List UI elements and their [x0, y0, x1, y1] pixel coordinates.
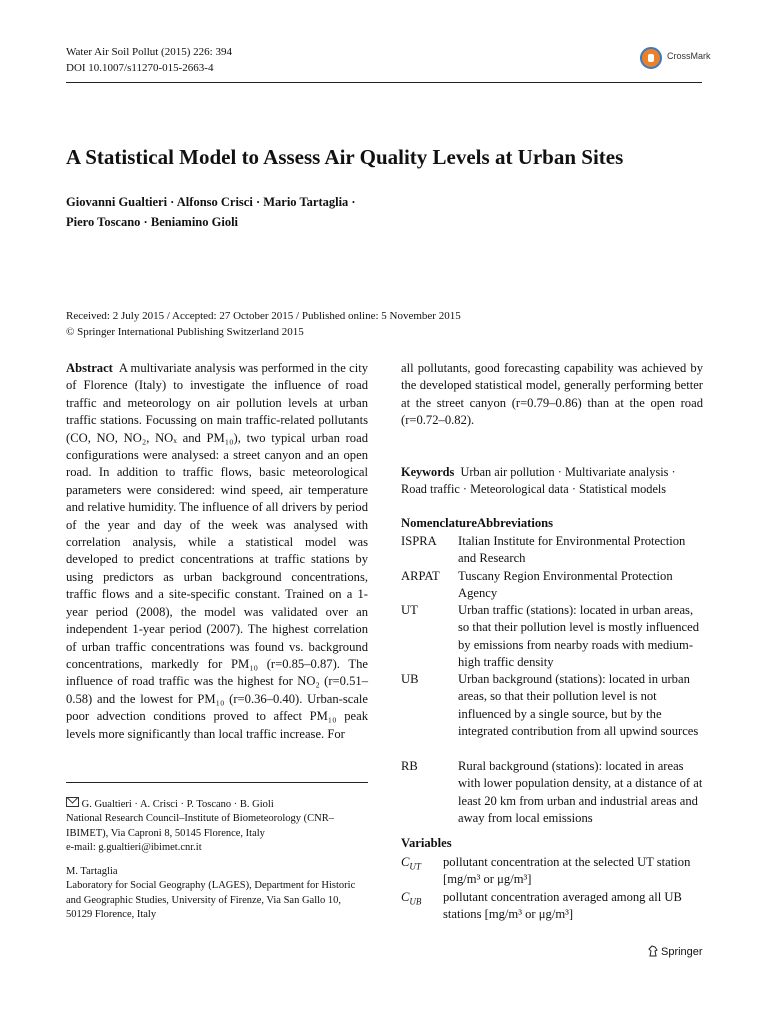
- variables-title: Variables: [401, 836, 452, 850]
- journal-citation: Water Air Soil Pollut (2015) 226: 394: [66, 46, 232, 58]
- affiliation-block-2: [66, 865, 368, 922]
- variable-term: [401, 889, 421, 911]
- authors-line-2: Piero Toscano · Beniamino Gioli: [66, 215, 239, 229]
- publication-dates: [66, 308, 461, 340]
- affiliation-institution-1: National Research Council–Institute of Biometeorology (CNR–IBIMET), Via Caproni 8, 50145 Florence, Italy: [66, 813, 334, 839]
- nomenclature-title: NomenclatureAbbreviations: [401, 516, 554, 530]
- springer-horse-icon: [648, 945, 658, 957]
- springer-label: Springer: [661, 946, 703, 958]
- header-divider: [66, 82, 702, 83]
- affiliation-email[interactable]: e-mail: g.gualtieri@ibimet.cnr.it: [66, 841, 202, 853]
- nomenclature-term: RB: [401, 759, 418, 773]
- variable-symbol: C: [401, 855, 410, 869]
- author-list: [66, 192, 356, 232]
- keywords-text: Urban air pollution · Multivariate analysis · Road traffic · Meteorological data · Statistical models: [401, 465, 676, 497]
- authors-line-1: Giovanni Gualtieri · Alfonso Crisci · Mario Tartaglia ·: [66, 195, 356, 209]
- variable-symbol: C: [401, 890, 410, 904]
- nomenclature-def: Urban traffic (stations): located in urban areas, so that their pollution level is mostly influenced by emissions from nearby roads with medium-high traffic density: [458, 603, 699, 670]
- doi[interactable]: DOI 10.1007/s11270-015-2663-4: [66, 62, 214, 74]
- nomenclature-def: Tuscany Region Environmental Protection Agency: [458, 569, 673, 601]
- keywords-label: Keywords: [401, 465, 455, 479]
- nomenclature-def: Rural background (stations): located in areas with lower population density, at a distance of at least 20 km from urban and industrial areas and away from local emissions: [458, 759, 703, 826]
- affiliation-institution-2: Laboratory for Social Geography (LAGES), Department for Historic and Geographic Studies, University of Firenze, Via San Gallo 10, 50129 Florence, Italy: [66, 880, 356, 920]
- abstract-text: A multivariate analysis was performed in the city of Florence (Italy) to investigate the influence of road traffic and meteorology on air pollution levels at urban traffic stations. Focussing on main traffic-related pollutants (CO, NO, NO₂, NOₓ and PM₁₀), two typical urban road configurations were analysed: a street canyon and an open road. In addition to traffic flows, basic meteorological parameters were considered: wind speed, air temperature and relative humidity. The influence of all drivers by period of the year and day of the week was analysed with correlation analysis, while a statistical model was developed to predict concentrations at traffic stations by using predictors as urban background concentrations, traffic flows and a site-specific constant. Trained on a 1-year period (2008), the model was validated over an independent 1-year period (2007). The highest correlation of urban traffic concentrations was found vs. background concentrations, markedly for PM₁₀ (r=0.85–0.87). The influence of road traffic was the highest for NO₂ (r=0.51–0.58) and the lowest for PM₁₀ (r=0.36–0.40). Urban-scale poor advection conditions proved to affect PM₁₀ peak levels more significantly than local traffic increase. For: [66, 361, 368, 741]
- keywords: [401, 464, 703, 499]
- crossmark-badge[interactable]: [640, 47, 712, 73]
- nomenclature-term: UT: [401, 603, 418, 617]
- affiliation-authors: G. Gualtieri · A. Crisci · P. Toscano · B. Gioli: [81, 799, 274, 810]
- variable-def: pollutant concentration averaged among all UB stations [mg/m³ or μg/m³]: [443, 890, 682, 922]
- affiliation-author-2: M. Tartaglia: [66, 866, 118, 877]
- mail-icon[interactable]: [66, 797, 79, 807]
- journal-header: [66, 44, 232, 76]
- affiliation-authors-row: [66, 797, 368, 812]
- variable-term: [401, 854, 421, 876]
- paper-title: A Statistical Model to Assess Air Quality Levels at Urban Sites: [66, 145, 624, 169]
- crossmark-label: CrossMark: [667, 51, 711, 61]
- nomenclature-term: ARPAT: [401, 569, 440, 583]
- nomenclature-term: UB: [401, 672, 419, 686]
- dates-line: Received: 2 July 2015 / Accepted: 27 October 2015 / Published online: 5 November 2015: [66, 310, 461, 322]
- nomenclature-def: Italian Institute for Environmental Protection and Research: [458, 534, 686, 566]
- abstract-label: Abstract: [66, 361, 113, 375]
- nomenclature-def: Urban background (stations): located in urban areas, so that their pollution level is not influenced by a single source, but by the integrated contribution from all upwind sources: [458, 672, 699, 739]
- copyright-line: © Springer International Publishing Switzerland 2015: [66, 326, 304, 338]
- crossmark-icon: [640, 47, 662, 69]
- affiliation-block-1: [66, 797, 368, 855]
- nomenclature-term: ISPRA: [401, 534, 437, 548]
- abstract-left: [66, 360, 368, 743]
- affiliation-divider: [66, 782, 368, 783]
- abstract-right: all pollutants, good forecasting capability was achieved by the developed statistical model, generally performing better at the street canyon (r=0.79–0.86) than at the open road (r=0.72–0.82).: [401, 361, 703, 428]
- variable-def: pollutant concentration at the selected UT station [mg/m³ or μg/m³]: [443, 855, 691, 887]
- variable-subscript: UT: [409, 861, 421, 872]
- variable-subscript: UB: [409, 896, 422, 907]
- springer-logo: [648, 945, 703, 958]
